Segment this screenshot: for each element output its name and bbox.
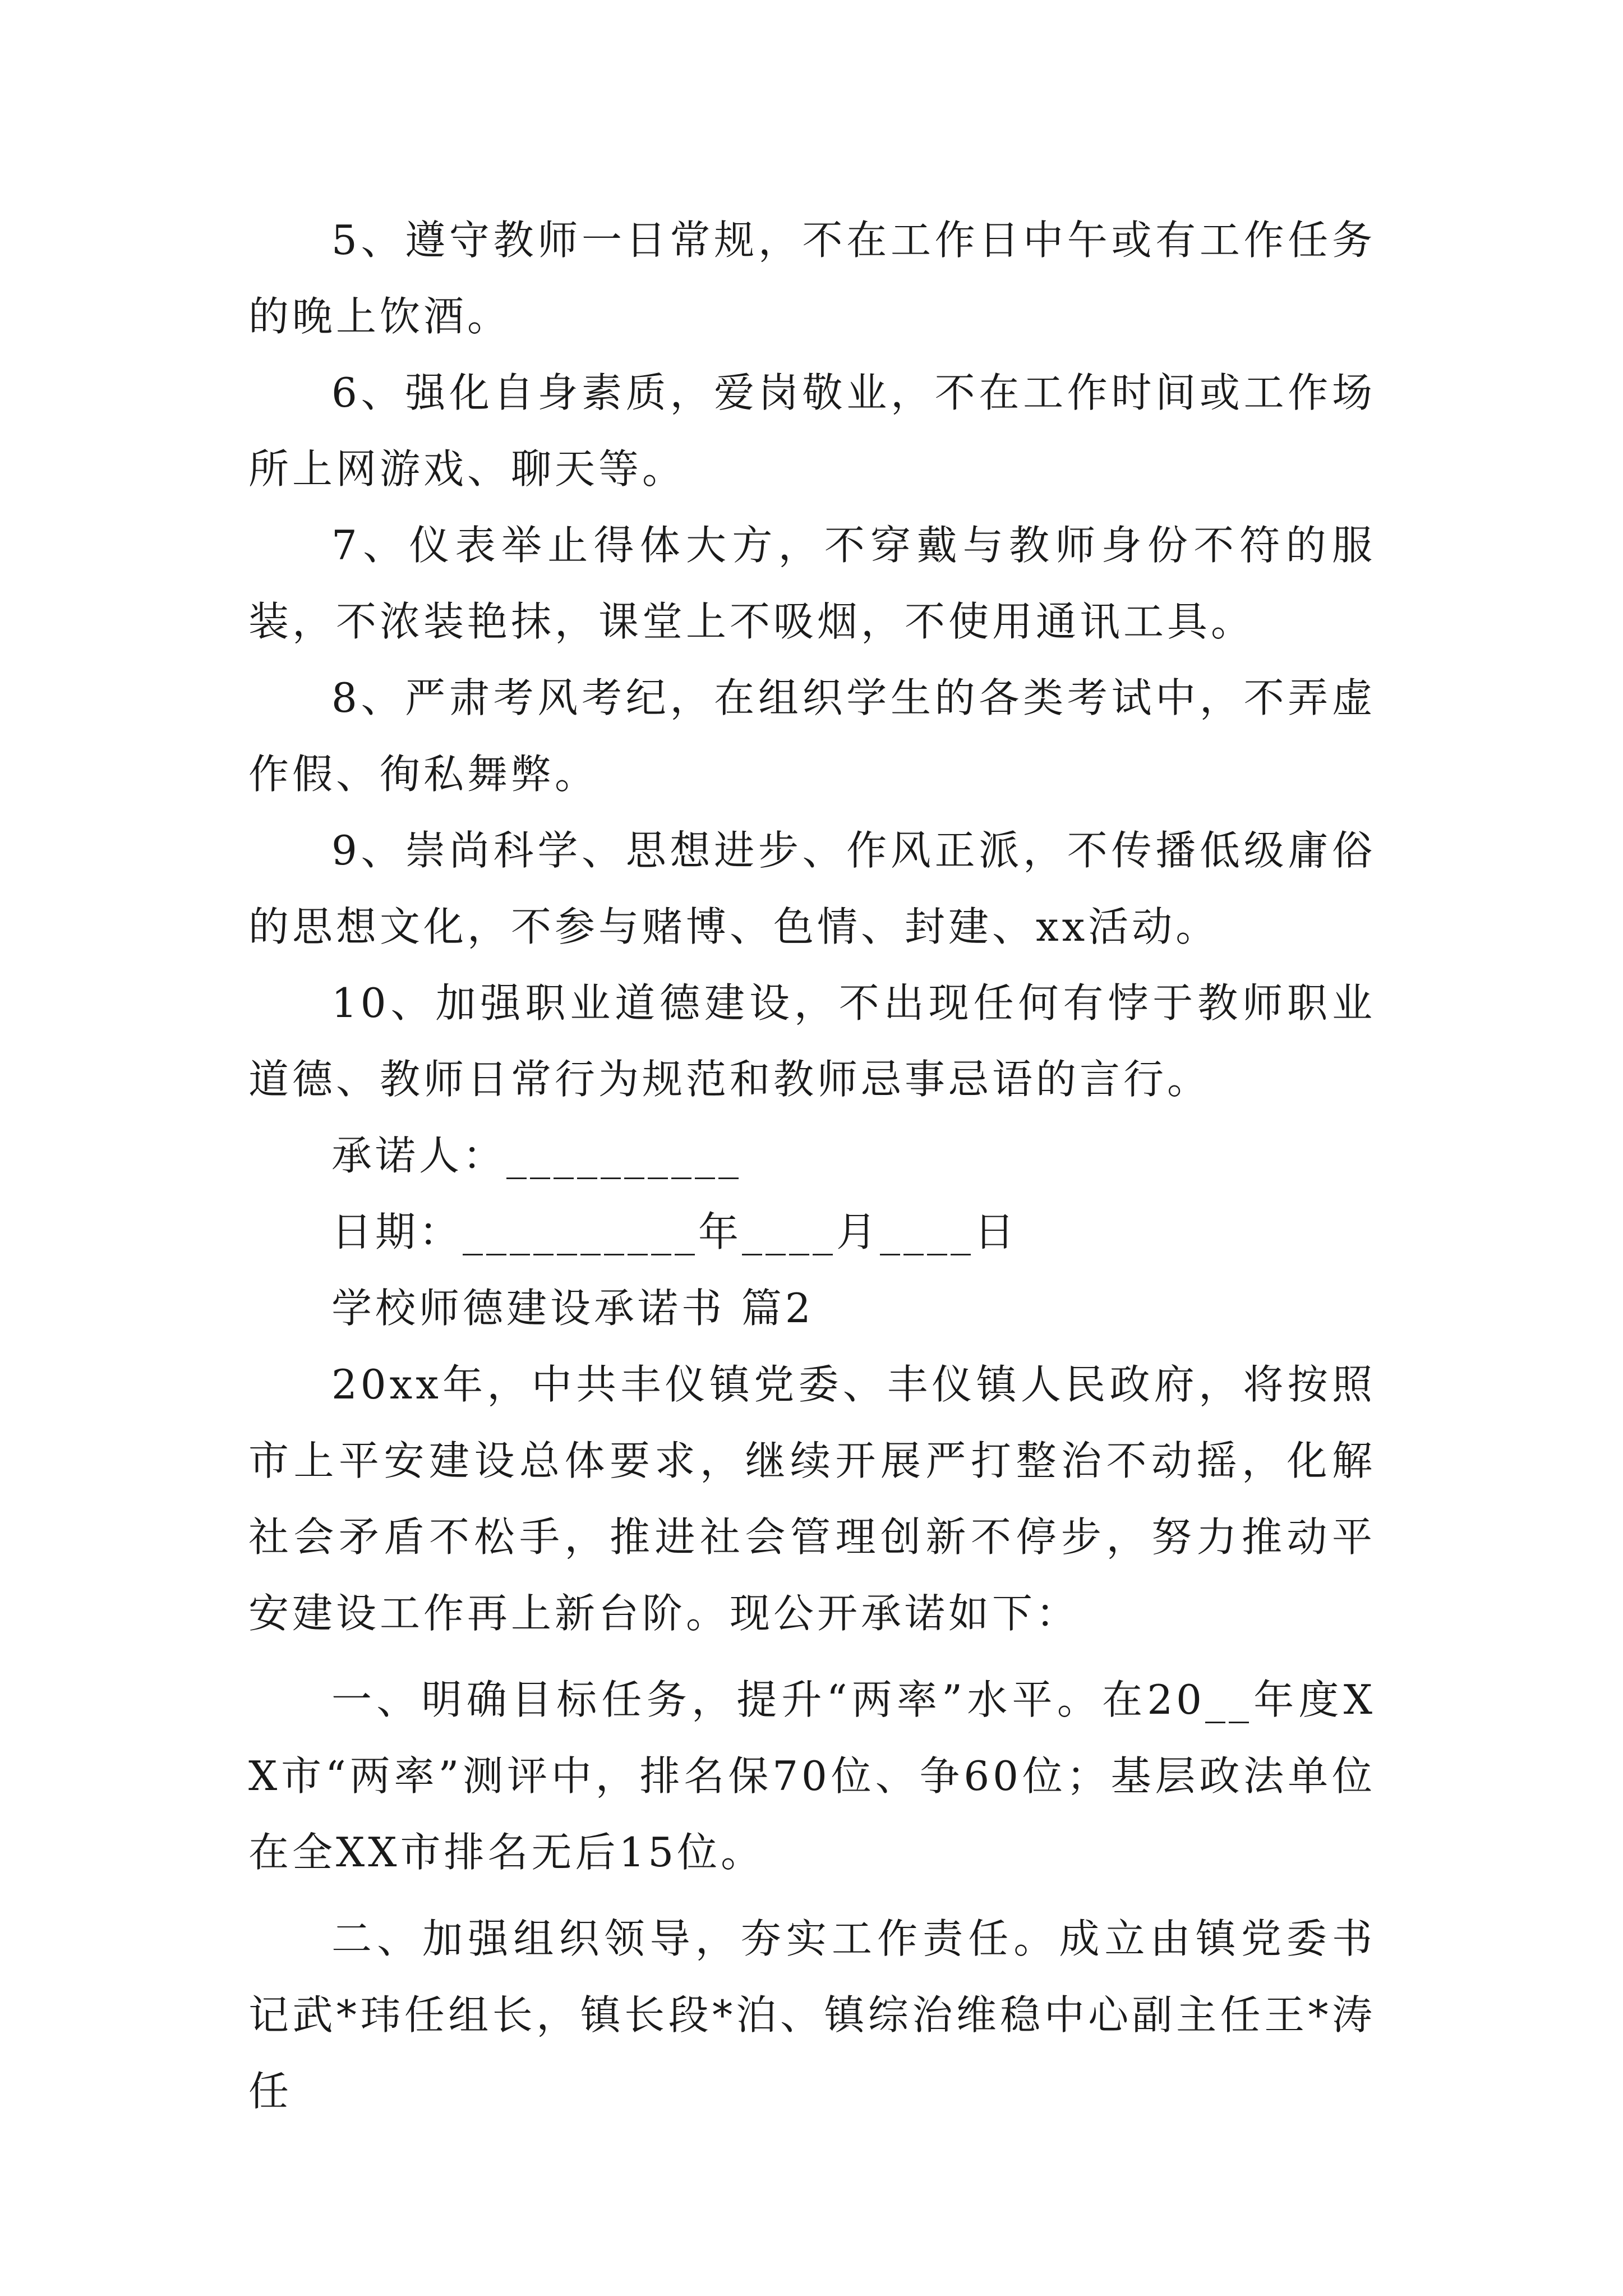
paragraph-item-7: 7、仪表举止得体大方，不穿戴与教师身份不符的服装，不浓装艳抹，课堂上不吸烟，不使用通讯工具。 [248,522,1376,645]
paragraph-item-5: 5、遵守教师一日常规，不在工作日中午或有工作任务的晚上饮酒。 [248,217,1376,340]
paragraph-item-6: 6、强化自身素质，爱岗敬业，不在工作时间或工作场所上网游戏、聊天等。 [248,369,1376,493]
paragraph-item-10: 10、加强职业道德建设，不出现任何有悖于教师职业道德、教师日常行为规范和教师忌事忌语的言行。 [248,979,1376,1103]
section2-intro: 20xx年，中共丰仪镇党委、丰仪镇人民政府，将按照市上平安建设总体要求，继续开展严打整治不动摇，化解社会矛盾不松手，推进社会管理创新不停步，努力推动平安建设工作再上新台阶。现公开承诺如下： [248,1361,1376,1637]
promisor-signature-line: 承诺人：__________ [331,1132,743,1179]
section2-item-1: 一、明确目标任务，提升“两率”水平。在20__年度XX市“两率”测评中，排名保70位、争60位；基层政法单位在全XX市排名无后15位。 [248,1676,1376,1876]
document-body [248,202,1376,2129]
section2-item-2: 二、加强组织领导，夯实工作责任。成立由镇党委书记武*玮任组长，镇长段*泊、镇综治维稳中心副主任王*涛任 [248,1915,1376,2115]
paragraph-item-9: 9、崇尚科学、思想进步、作风正派，不传播低级庸俗的思想文化，不参与赌博、色情、封建、xx活动。 [248,827,1376,950]
section-heading: 学校师德建设承诺书 篇2 [331,1285,814,1332]
date-line: 日期：__________年____月____日 [331,1208,1018,1255]
paragraph-item-8: 8、严肃考风考纪，在组织学生的各类考试中，不弄虚作假、徇私舞弊。 [248,674,1376,798]
